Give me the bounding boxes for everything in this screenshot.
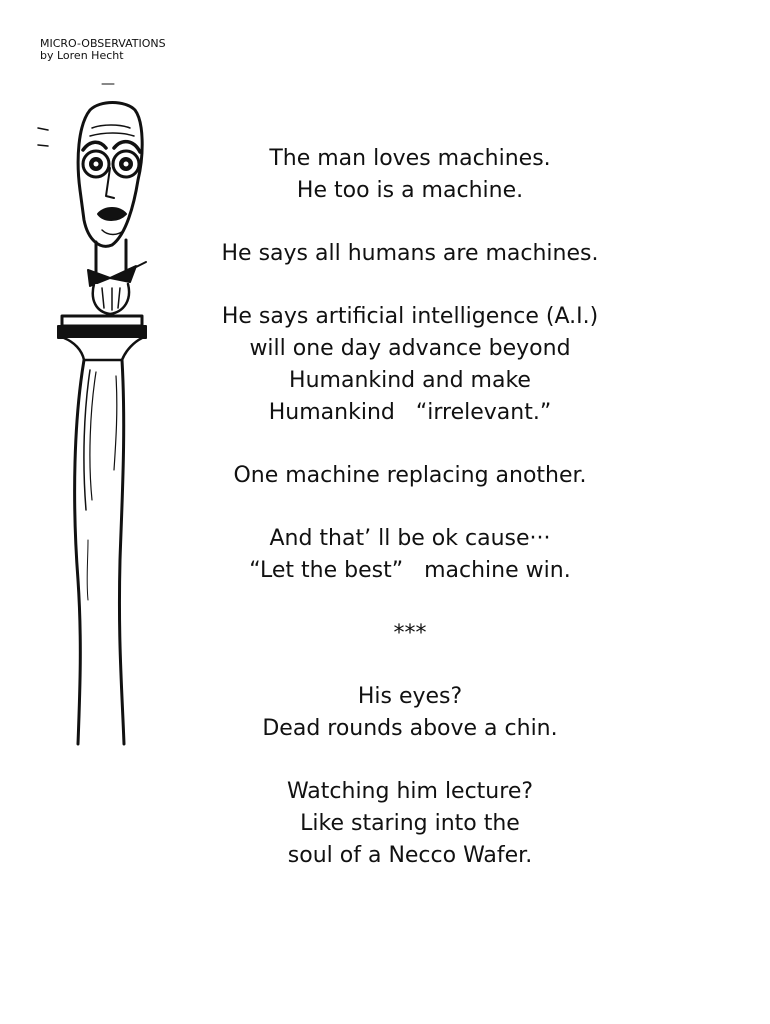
stanza-break [180,207,640,238]
page-header [40,38,166,62]
poem-stanza [180,681,640,745]
poem-stanza [180,143,640,207]
stanza-break [180,492,640,523]
poem-stanza [180,776,640,872]
poem-line: Humankind and make [289,368,531,393]
poem-stanza [180,460,640,492]
poem-line: Watching him lecture? [286,779,534,804]
stanza-break [180,745,640,776]
poem-stanza [180,301,640,429]
poem-stanza [180,523,640,587]
poem-line: *** [393,621,427,646]
poem-line: “Let the best” machine win. [249,558,571,583]
poem-line: And that’ ll be ok cause··· [269,526,551,551]
poem-line: He says all humans are machines. [221,241,599,266]
poem-line: Like staring into the [300,811,520,836]
poem-stanza [180,238,640,270]
stanza-break [180,429,640,460]
poem-line: The man loves machines. [269,146,551,171]
stanza-break [180,270,640,301]
poem-body [180,143,640,872]
stanza-break [180,587,640,618]
poem-line: Dead rounds above a chin. [262,716,558,741]
poem-line: Humankind “irrelevant.” [268,400,552,425]
poem-line: His eyes? [357,684,463,709]
poem-line: He too is a machine. [296,178,524,203]
poem-line: will one day advance beyond [249,336,571,361]
poem-line: One machine replacing another. [233,463,587,488]
poem-line: soul of a Necco Wafer. [287,843,533,868]
poem-line: He says artificial intelligence (A.I.) [221,304,599,329]
poem-stanza [180,618,640,650]
stanza-break [180,650,640,681]
man-on-pillar-illustration [30,80,165,750]
author-byline: by Loren Hecht [40,49,124,62]
page-title: MICRO-OBSERVATIONS [40,37,166,50]
